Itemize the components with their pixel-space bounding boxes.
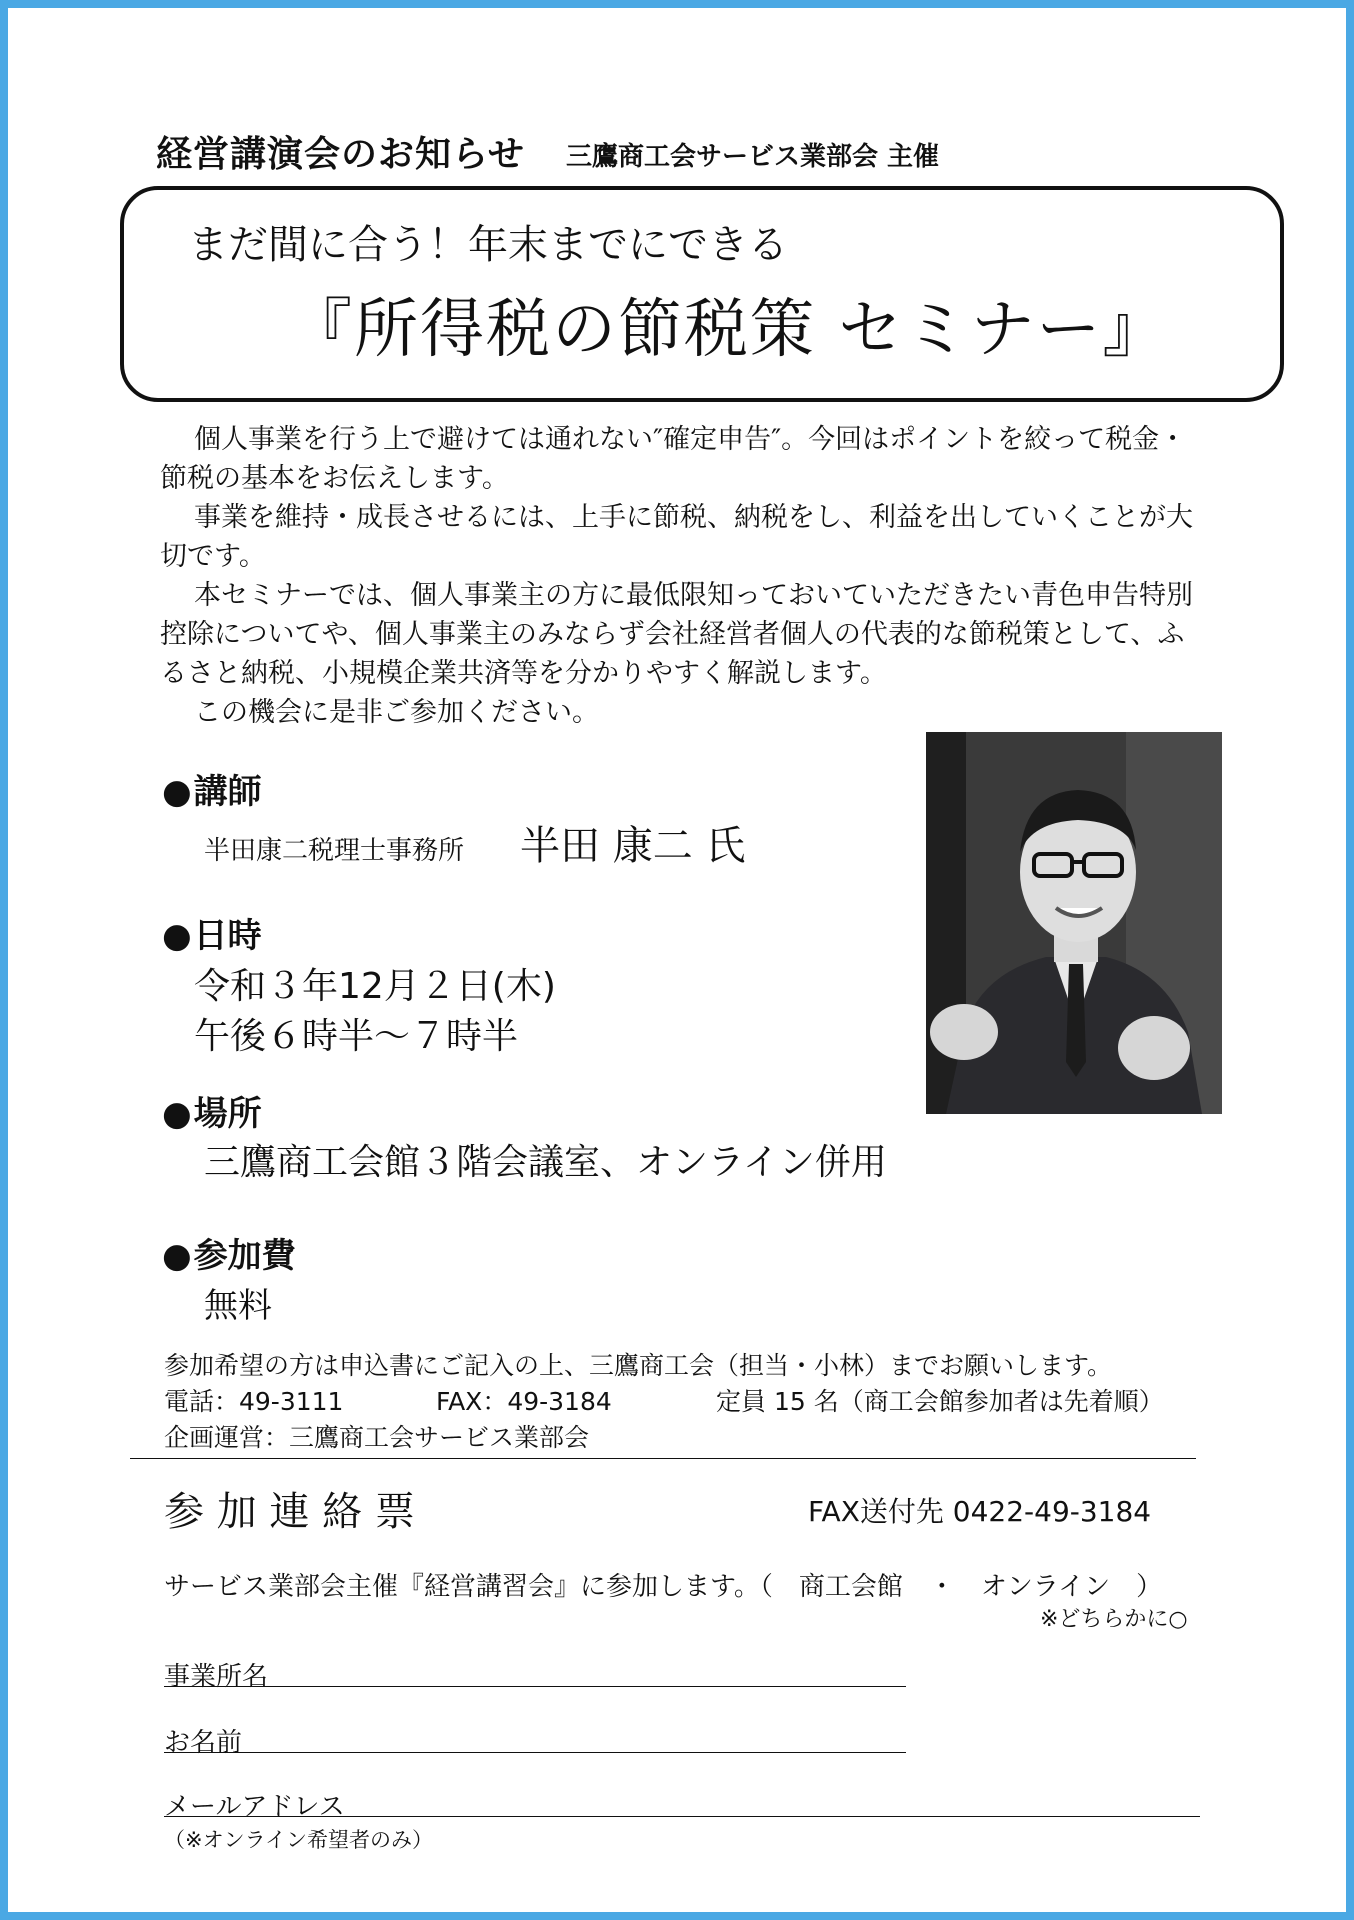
form-circle-note: ※どちらかに○ <box>1040 1607 1188 1632</box>
business-name-label: 事業所名 <box>164 1662 269 1692</box>
email-field[interactable] <box>164 1816 1200 1817</box>
notice-phone: 電話：49-3111 <box>164 1387 344 1416</box>
name-field[interactable] <box>164 1752 906 1753</box>
datetime-heading-label: 日時 <box>193 916 262 956</box>
notice-capacity: 定員 15 名（商工会館参加者は先着順） <box>716 1387 1164 1416</box>
bullet-icon: ● <box>162 916 192 956</box>
form-title: 参 加 連 絡 票 <box>164 1489 415 1535</box>
event-fee: 無料 <box>204 1286 272 1326</box>
lecturer-name: 半田 康二 氏 <box>520 823 746 869</box>
lecturer-heading-label: 講師 <box>193 772 262 812</box>
section-divider <box>130 1458 1196 1459</box>
event-place: 三鷹商工会館３階会議室、オンライン併用 <box>204 1142 887 1183</box>
seminar-title: 『所得税の節税策 セミナー』 <box>288 293 1169 367</box>
place-heading-label: 場所 <box>193 1094 262 1134</box>
intro-paragraph: 本セミナーでは、個人事業主の方に最低限知っておいていただきたい青色申告特別控除についてや、個人事業主のみならず会社経営者個人の代表的な節税策として、ふるさと納税、小規模企業共済等を分かりやすく解説します。 <box>160 580 1193 689</box>
lecturer-office: 半田康二税理士事務所 <box>204 836 465 866</box>
intro-text <box>160 420 1200 732</box>
business-name-field[interactable] <box>164 1686 906 1687</box>
intro-paragraph: 事業を維持・成長させるには、上手に節税、納税をし、利益を出していくことが大切です。 <box>160 502 1193 572</box>
header-organizer: 三鷹商工会サービス業部会 主催 <box>566 142 940 172</box>
lecturer-photo <box>926 732 1222 1114</box>
intro-paragraph: 個人事業を行う上で避けては通れない″確定申告″。今回はポイントを絞って税金・節税の基本をお伝えします。 <box>160 424 1187 494</box>
place-heading <box>162 1086 262 1135</box>
email-label: メールアドレス <box>164 1792 345 1822</box>
event-time: 午後６時半〜７時半 <box>194 1016 519 1057</box>
lecturer-heading <box>162 764 262 813</box>
bullet-icon: ● <box>162 1094 192 1134</box>
notice-application: 参加希望の方は申込書にご記入の上、三鷹商工会（担当・小林）までお願いします。 <box>164 1351 1113 1380</box>
bullet-icon: ● <box>162 772 192 812</box>
title-subheading: まだ間に合う！年末までにできる <box>188 222 788 268</box>
datetime-heading <box>162 908 262 957</box>
event-date: 令和３年12月２日(木) <box>194 966 556 1007</box>
form-participation-statement: サービス業部会主催『経営講習会』に参加します。（ 商工会館 ・ オンライン ） <box>164 1572 1163 1602</box>
fee-heading <box>162 1228 296 1277</box>
lecturer-photo-illustration <box>926 732 1222 1114</box>
fee-heading-label: 参加費 <box>193 1236 296 1276</box>
intro-paragraph: この機会に是非ご参加ください。 <box>194 697 599 728</box>
header-title: 経営講演会のお知らせ <box>156 134 525 175</box>
name-label: お名前 <box>164 1728 243 1758</box>
bullet-icon: ● <box>162 1236 192 1276</box>
form-fax-destination: FAX送付先 0422-49-3184 <box>808 1495 1152 1528</box>
notice-operator: 企画運営：三鷹商工会サービス業部会 <box>164 1423 590 1452</box>
notice-fax: FAX：49-3184 <box>436 1387 612 1416</box>
email-note: （※オンライン希望者のみ） <box>164 1828 433 1852</box>
